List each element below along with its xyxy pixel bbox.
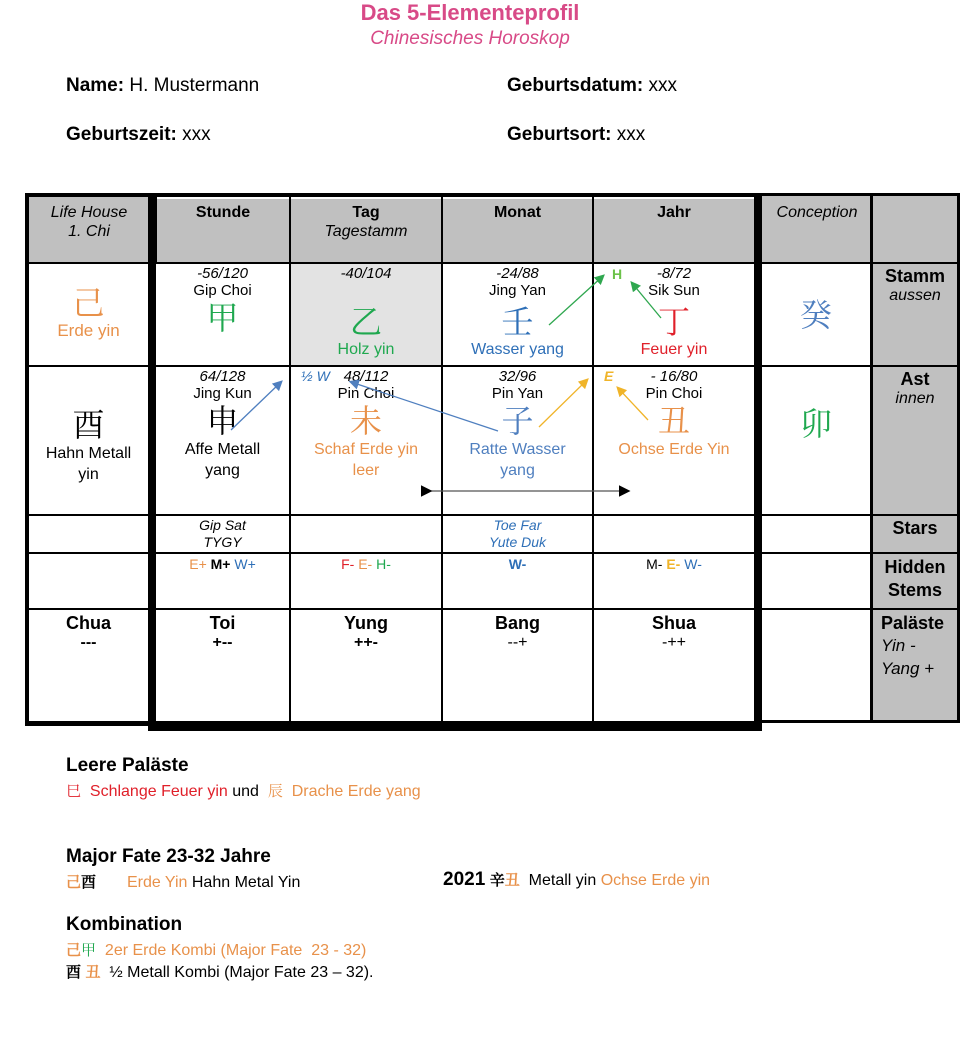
branch-text: yang (205, 462, 240, 479)
birthplace-label: Geburtsort: (507, 124, 612, 145)
combination-marker-half-w: ½ W (301, 368, 330, 384)
branch-text: yin (78, 466, 99, 483)
major-fate-text-2: Hahn Metal Yin (191, 874, 301, 891)
birthplace-value: xxx (616, 124, 646, 145)
kombination-line-2 (66, 961, 373, 982)
document-subtitle: Chinesisches Horoskop (370, 28, 570, 49)
branch-char-mao: 卯 (799, 405, 832, 443)
palace-sign: --- (80, 634, 97, 651)
palace-name: Bang (495, 613, 540, 633)
arrow-zi-to-half-w (351, 382, 498, 431)
year-label: 2021 (443, 869, 486, 890)
stamm-label: Stamm (884, 266, 946, 286)
tag-header-sublabel: Tagestamm (324, 223, 408, 240)
palace-sign: +-- (212, 634, 233, 651)
stem-text: Holz yin (337, 341, 395, 358)
hidden-stem: W+ (234, 556, 256, 572)
major-fate-heading: Major Fate 23-32 Jahre (66, 846, 271, 867)
branch-number: 32/96 (498, 368, 537, 385)
branch-number: 64/128 (199, 368, 246, 385)
conception-header-label: Conception (776, 204, 858, 221)
branch-char-chou: 丑 (504, 871, 520, 889)
palace-sign: -++ (661, 634, 686, 651)
hidden-stem: H- (376, 556, 391, 572)
arrow-zi-to-e (539, 380, 587, 427)
branch-char-you: 酉 (66, 963, 82, 981)
palaeste-label: Paläste (881, 613, 945, 633)
branch-name: Pin Choi (337, 385, 395, 402)
palace-name: Chua (66, 613, 111, 633)
leere-text-1: Schlange Feuer yin (89, 783, 228, 800)
name-label: Name: (66, 75, 125, 96)
jahr-header-label: Jahr (657, 204, 691, 221)
branch-text: yang (500, 462, 535, 479)
branch-text: Ratte Wasser (469, 441, 566, 458)
major-fate-line (66, 871, 300, 892)
branch-char-chen: 辰 (267, 782, 283, 800)
stem-char-ji: 己 (66, 941, 82, 959)
branch-number: 48/112 (343, 368, 389, 385)
birthdate-value: xxx (648, 75, 677, 96)
stem-char-yi: 乙 (349, 303, 382, 341)
palaeste-sublabel-1: Yin - (881, 636, 916, 655)
branch-text: Hahn Metall (45, 445, 132, 462)
branch-char-shen: 申 (206, 402, 239, 440)
branch-name: Pin Choi (645, 385, 703, 402)
arrow-chou-to-e (618, 388, 648, 420)
branch-text: Affe Metall (184, 441, 261, 458)
stem-text: Wasser yang (471, 341, 564, 358)
stem-name: Gip Choi (193, 282, 252, 299)
tag-header-label: Tag (352, 204, 380, 221)
hidden-stem: M- (646, 556, 663, 572)
combination-marker-h: H (612, 266, 623, 282)
kombination-heading: Kombination (66, 914, 183, 935)
year-text-2: Ochse Erde yin (600, 872, 711, 889)
leere-heading: Leere Paläste (66, 755, 189, 776)
kombination-text-1: 2er Erde Kombi (Major Fate 23 - 32) (104, 942, 367, 959)
star-name: Gip Sat (199, 517, 246, 533)
major-fate-text-1: Erde Yin (126, 874, 188, 891)
ast-label: Ast (900, 369, 930, 389)
stem-char-jia: 甲 (206, 299, 239, 337)
star-name: Yute Duk (488, 534, 547, 550)
branch-char-you: 酉 (81, 873, 97, 891)
palace-name: Yung (344, 613, 388, 633)
branch-char-wei: 未 (349, 402, 382, 440)
hidden-stem: W- (508, 556, 527, 572)
stem-number: -40/104 (340, 265, 392, 282)
kombination-line-1 (66, 939, 366, 960)
birthdate-label: Geburtsdatum: (507, 75, 644, 96)
stem-char-ji: 己 (72, 284, 105, 322)
combination-marker-e: E (604, 368, 614, 384)
hidden-stem: E+ (189, 556, 207, 572)
stem-name: Jing Yan (489, 282, 546, 299)
stunde-header-label: Stunde (195, 204, 251, 221)
branch-char-you: 酉 (72, 406, 105, 444)
birthtime-label: Geburtszeit: (66, 124, 177, 145)
stem-text: Erde yin (57, 321, 120, 340)
star-name: TYGY (203, 534, 242, 550)
star-name: Toe Far (493, 517, 542, 533)
stem-char-xin: 辛 (489, 871, 505, 889)
stem-char-ding: 丁 (657, 303, 690, 341)
palace-name: Toi (209, 613, 236, 633)
branch-text: Schaf Erde yin (313, 441, 419, 458)
monat-header-label: Monat (493, 204, 542, 221)
stem-name: Sik Sun (648, 282, 700, 299)
stem-text: Feuer yin (640, 341, 708, 358)
branch-char-zi: 子 (501, 402, 534, 440)
birthtime-value: xxx (182, 124, 211, 145)
hidden-stem: F- (341, 556, 355, 572)
hidden-stem: W- (684, 556, 702, 572)
branch-empty-label: leer (352, 462, 380, 479)
leere-line (66, 780, 421, 801)
lifehouse-header-line1: Life House (50, 204, 128, 221)
branch-char-chou: 丑 (657, 402, 690, 440)
hidden-stem: E- (358, 556, 373, 572)
hidden-stem: E- (666, 556, 681, 572)
branch-number: - 16/80 (650, 368, 698, 385)
stem-char-jia: 甲 (81, 941, 97, 959)
branch-char-si: 巳 (66, 782, 82, 800)
palaeste-sublabel-2: Yang + (881, 659, 935, 678)
year-text-1: Metall yin (528, 872, 597, 889)
branch-name: Jing Kun (193, 385, 252, 402)
ast-sublabel: innen (895, 390, 935, 407)
branch-name: Pin Yan (491, 385, 544, 402)
year-2021-line (443, 869, 710, 891)
palace-name: Shua (651, 613, 696, 633)
stamm-sublabel: aussen (889, 287, 941, 304)
leere-connector: und (232, 783, 259, 800)
palace-sign: ++- (353, 634, 378, 651)
stem-number: -56/120 (197, 265, 248, 282)
document-title: Das 5-Elementeprofil (360, 0, 580, 25)
hidden-stem: M+ (210, 556, 231, 572)
branch-char-chou: 丑 (85, 963, 101, 981)
stem-number: -24/88 (496, 265, 539, 282)
stem-char-ji: 己 (66, 873, 82, 891)
name-value: H. Mustermann (129, 75, 260, 96)
kombination-text-2: ½ Metall Kombi (Major Fate 23 – 32). (109, 964, 374, 981)
branch-text: Ochse Erde Yin (618, 441, 730, 458)
arrow-shen-to-half-w (231, 382, 281, 430)
lifehouse-header-line2: 1. Chi (68, 223, 110, 240)
hidden-label-1: Hidden (884, 557, 946, 577)
stem-number: -8/72 (656, 265, 692, 282)
stars-label: Stars (892, 518, 938, 538)
hidden-label-2: Stems (887, 580, 943, 600)
stem-char-ren: 壬 (501, 303, 534, 341)
arrow-ding-to-h (632, 283, 661, 318)
arrow-ren-to-h (549, 276, 603, 325)
stem-char-gui: 癸 (799, 296, 832, 334)
palace-sign: --+ (507, 634, 528, 651)
leere-text-2: Drache Erde yang (291, 783, 421, 800)
